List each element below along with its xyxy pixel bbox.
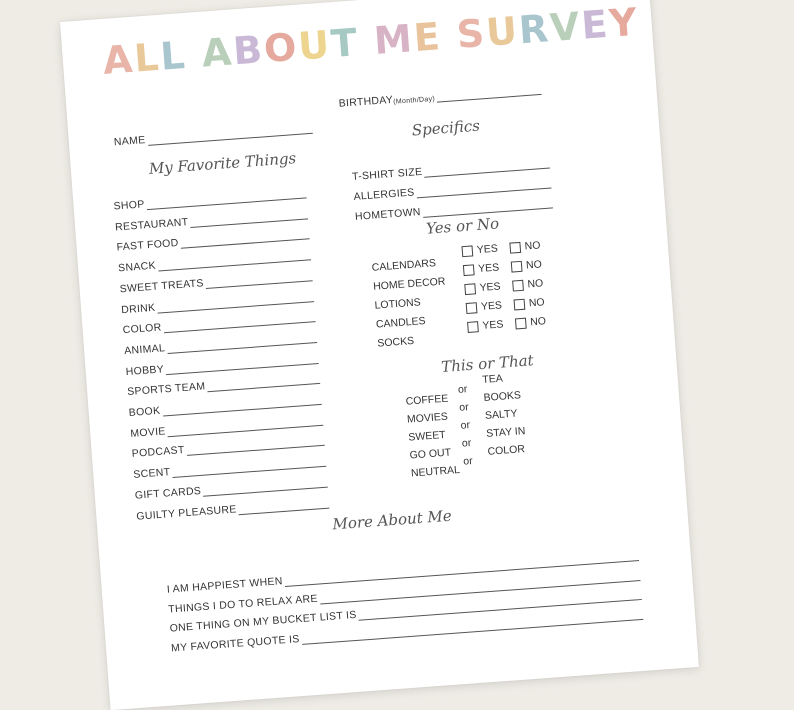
specifics-row-line[interactable] [425, 166, 551, 177]
no-label: NO [524, 239, 541, 253]
more-about-me-row-label: I AM HAPPIEST WHEN [166, 575, 284, 596]
name-field [114, 122, 313, 149]
favorite-row-label: MOVIE [129, 425, 167, 440]
yes-label: YES [476, 242, 499, 257]
or-word: or [461, 437, 472, 450]
no-option[interactable] [509, 239, 541, 253]
that-option[interactable]: STAY IN [485, 425, 526, 440]
more-about-me-row-line[interactable] [302, 617, 643, 644]
no-checkbox[interactable] [509, 242, 521, 254]
yes-option[interactable] [463, 262, 500, 277]
survey-sheet [60, 0, 699, 710]
favorite-row-line[interactable] [203, 485, 328, 496]
yes-checkbox[interactable] [466, 302, 478, 314]
favorite-row-line[interactable] [187, 444, 325, 456]
birthday-label: BIRTHDAY [338, 93, 394, 110]
no-label: NO [527, 277, 544, 291]
this-option[interactable]: COFFEE [405, 392, 449, 408]
no-option[interactable] [513, 296, 545, 310]
no-checkbox[interactable] [515, 317, 527, 329]
that-option[interactable]: SALTY [484, 407, 518, 422]
title-letter: S [455, 10, 488, 57]
favorite-row [136, 496, 330, 522]
favorite-row-label: HOBBY [125, 362, 165, 378]
birthday-line[interactable] [437, 93, 542, 103]
favorite-row-label: BOOK [128, 404, 161, 419]
title-letter: U [296, 22, 333, 69]
yes-label: YES [480, 299, 503, 313]
that-option[interactable]: TEA [481, 372, 504, 387]
favorite-row-line[interactable] [158, 258, 311, 271]
no-checkbox[interactable] [512, 279, 524, 291]
this-option[interactable]: MOVIES [406, 410, 449, 426]
title-letter: E [579, 1, 611, 48]
no-label: NO [529, 315, 547, 329]
specifics-heading: Specifics [411, 116, 481, 140]
favorite-row-label: DRINK [120, 301, 156, 316]
favorite-row-label: SWEET TREATS [119, 276, 205, 296]
title-letter: U [484, 8, 521, 55]
no-option[interactable] [512, 277, 544, 291]
favorite-row-label: GIFT CARDS [134, 484, 202, 502]
favorites-heading: My Favorite Things [148, 149, 297, 178]
favorite-row-label: COLOR [122, 321, 162, 337]
favorite-row-label: GUILTY PLEASURE [135, 502, 237, 523]
title-letter: A [101, 36, 136, 83]
favorite-row-line[interactable] [208, 382, 321, 392]
yes-option[interactable] [466, 299, 503, 314]
title-letter: R [517, 6, 552, 53]
favorite-row-line[interactable] [164, 320, 316, 333]
that-option[interactable]: BOOKS [483, 389, 522, 404]
favorite-row-line[interactable] [181, 238, 310, 249]
no-label: NO [528, 296, 546, 310]
yes-or-no-heading: Yes or No [425, 214, 500, 238]
birthday-field [338, 83, 542, 110]
no-option[interactable] [515, 315, 547, 329]
title-letter: B [231, 27, 266, 74]
yes-checkbox[interactable] [461, 245, 473, 257]
yes-or-no-item: SOCKS [376, 334, 415, 350]
favorite-row-label: ANIMAL [123, 342, 166, 358]
name-line[interactable] [148, 132, 313, 146]
no-checkbox[interactable] [514, 298, 526, 310]
or-word: or [458, 401, 470, 414]
no-option[interactable] [511, 258, 543, 272]
favorite-row-label: FAST FOOD [116, 237, 179, 254]
or-word: or [460, 419, 471, 432]
yes-or-no-item: LOTIONS [374, 296, 422, 312]
favorite-row-line[interactable] [173, 465, 327, 478]
this-or-that-heading: This or That [440, 351, 535, 376]
more-about-me-row-label: MY FAVORITE QUOTE IS [170, 632, 300, 655]
title-letter: O [262, 24, 300, 72]
favorite-row-label: SCENT [132, 466, 171, 481]
favorite-row-label: SPORTS TEAM [126, 380, 206, 399]
more-about-me-row-label: ONE THING ON MY BUCKET LIST IS [169, 608, 358, 635]
yes-or-no-item: CANDLES [375, 315, 426, 331]
yes-label: YES [481, 318, 504, 332]
title-letter: A [200, 29, 235, 76]
favorite-row-line[interactable] [206, 279, 313, 289]
more-about-me-row-label: THINGS I DO TO RELAX ARE [167, 592, 319, 616]
birthday-note: (Month/Day) [393, 95, 436, 106]
survey-title [101, 0, 641, 83]
favorite-row-line[interactable] [191, 217, 309, 228]
no-label: NO [525, 258, 543, 272]
this-option[interactable]: SWEET [407, 428, 447, 444]
favorite-row-label: SHOP [113, 198, 145, 213]
yes-option[interactable] [464, 280, 501, 295]
title-letter: M [372, 16, 416, 63]
specifics-row-label: ALLERGIES [353, 186, 415, 203]
favorite-row-line[interactable] [166, 362, 319, 375]
this-option[interactable]: GO OUT [409, 446, 452, 462]
yes-checkbox[interactable] [467, 321, 479, 333]
specifics-row-line[interactable] [417, 186, 552, 198]
no-checkbox[interactable] [511, 261, 523, 273]
title-letter: L [158, 32, 189, 79]
favorite-row-label: PODCAST [131, 444, 186, 461]
this-option[interactable]: NEUTRAL [410, 463, 461, 480]
or-word: or [462, 454, 474, 468]
title-letter: L [132, 34, 163, 81]
favorite-row-label: SNACK [117, 259, 157, 275]
yes-checkbox[interactable] [464, 283, 476, 295]
favorite-row-label: RESTAURANT [114, 215, 189, 234]
yes-option[interactable] [467, 318, 504, 333]
favorite-row-line[interactable] [167, 341, 317, 354]
more-about-me-heading: More About Me [331, 506, 453, 534]
title-letter: V [548, 3, 584, 51]
that-option[interactable]: COLOR [487, 443, 526, 458]
yes-label: YES [479, 280, 502, 294]
or-word: or [457, 383, 468, 396]
yes-label: YES [477, 261, 500, 276]
specifics-row-label: T-SHIRT SIZE [351, 165, 423, 184]
title-letter: Y [607, 0, 641, 46]
name-label: NAME [113, 134, 146, 149]
title-letter: E [412, 14, 444, 61]
yes-checkbox[interactable] [463, 264, 475, 276]
title-letter: T [329, 20, 361, 67]
specifics-row-label: HOMETOWN [354, 206, 422, 223]
yes-or-no-item: HOME DECOR [372, 275, 446, 293]
yes-or-no-item: CALENDARS [371, 257, 437, 274]
yes-option[interactable] [461, 243, 498, 258]
favorite-row-line[interactable] [239, 506, 330, 515]
